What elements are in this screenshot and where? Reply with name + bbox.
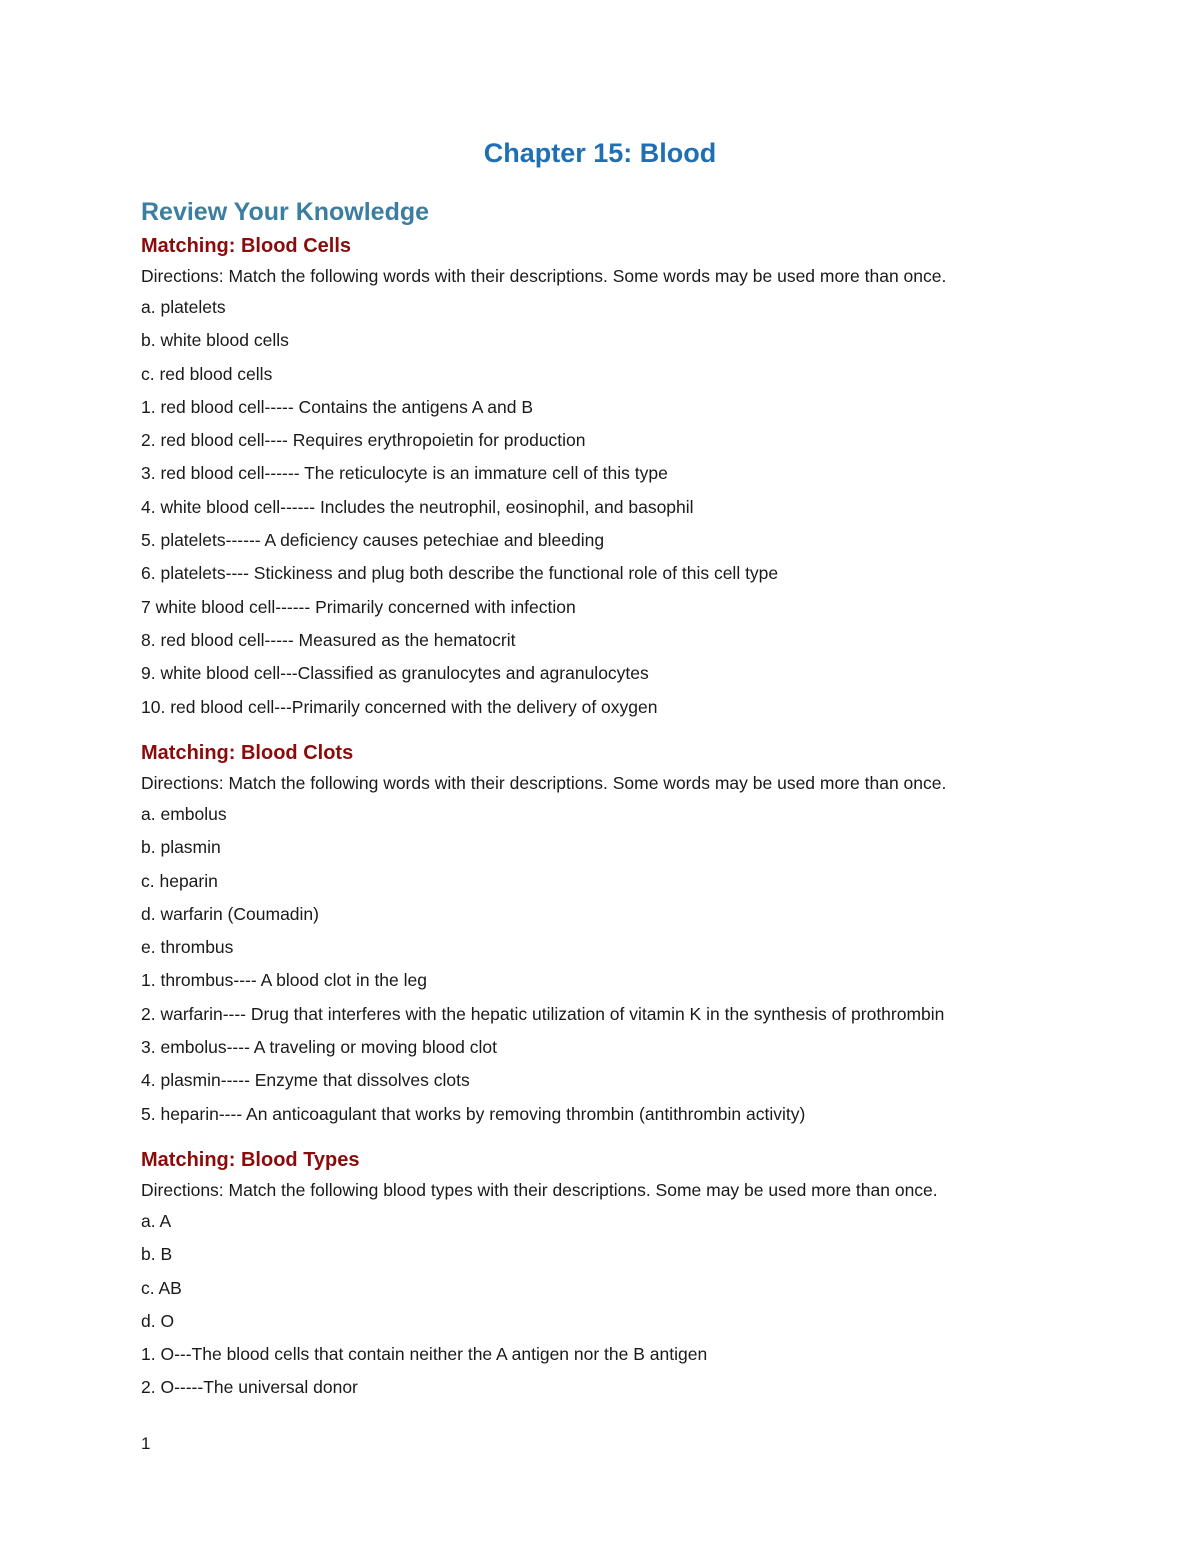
list-item: c. AB [141, 1277, 182, 1298]
list-item: 1. O---The blood cells that contain neither the A antigen nor the B antigen [141, 1344, 708, 1365]
review-heading: Review Your Knowledge [141, 198, 430, 226]
list-item: 3. red blood cell------ The reticulocyte is an immature cell of this type [141, 463, 668, 484]
list-item: d. warfarin (Coumadin) [141, 903, 319, 924]
list-item: d. O [141, 1310, 175, 1331]
list-item: 4. plasmin----- Enzyme that dissolves clots [141, 1070, 470, 1091]
list-item: 1. thrombus---- A blood clot in the leg [141, 970, 427, 991]
list-item: 10. red blood cell---Primarily concerned with the delivery of oxygen [141, 696, 658, 717]
list-item: 8. red blood cell----- Measured as the hematocrit [141, 629, 516, 650]
list-item: 2. warfarin---- Drug that interferes with the hepatic utilization of vitamin K in the synthesis of prothrombin [141, 1003, 945, 1024]
list-item: 3. embolus---- A traveling or moving blood clot [141, 1037, 497, 1058]
section-directions: Directions: Match the following words with their descriptions. Some words may be used more than once. [141, 773, 947, 793]
list-item: c. red blood cells [141, 363, 273, 384]
list-item: c. heparin [141, 870, 218, 891]
section-directions: Directions: Match the following words with their descriptions. Some words may be used more than once. [141, 266, 947, 286]
list-item: b. plasmin [141, 837, 221, 858]
list-item: 2. red blood cell---- Requires erythropoietin for production [141, 430, 586, 451]
section-heading: Matching: Blood Cells [141, 235, 351, 257]
list-item: 9. white blood cell---Classified as granulocytes and agranulocytes [141, 663, 649, 684]
section-directions: Directions: Match the following blood types with their descriptions. Some may be used more than once. [141, 1180, 938, 1200]
list-item: b. white blood cells [141, 330, 289, 351]
list-item: 4. white blood cell------ Includes the neutrophil, eosinophil, and basophil [141, 496, 694, 517]
list-item: 7 white blood cell------ Primarily concerned with infection [141, 596, 576, 617]
list-item: 1. red blood cell----- Contains the antigens A and B [141, 396, 534, 417]
page-title: Chapter 15: Blood [483, 138, 717, 168]
section-heading: Matching: Blood Types [141, 1149, 360, 1171]
section-blood-clots [141, 738, 1101, 1131]
section-blood-cells [141, 231, 1101, 724]
list-item: 6. platelets---- Stickiness and plug both describe the functional role of this cell type [141, 563, 779, 584]
list-item: 2. O-----The universal donor [141, 1377, 358, 1398]
page-number: 1 [141, 1434, 151, 1453]
list-item: 5. heparin---- An anticoagulant that works by removing thrombin (antithrombin activity) [141, 1103, 806, 1124]
list-item: a. A [141, 1211, 172, 1231]
list-item: e. thrombus [141, 937, 234, 958]
list-item: a. embolus [141, 804, 227, 824]
list-item: b. B [141, 1244, 173, 1265]
section-heading: Matching: Blood Clots [141, 742, 354, 764]
list-item: a. platelets [141, 297, 226, 317]
section-blood-types [141, 1145, 1101, 1405]
list-item: 5. platelets------ A deficiency causes petechiae and bleeding [141, 530, 605, 551]
